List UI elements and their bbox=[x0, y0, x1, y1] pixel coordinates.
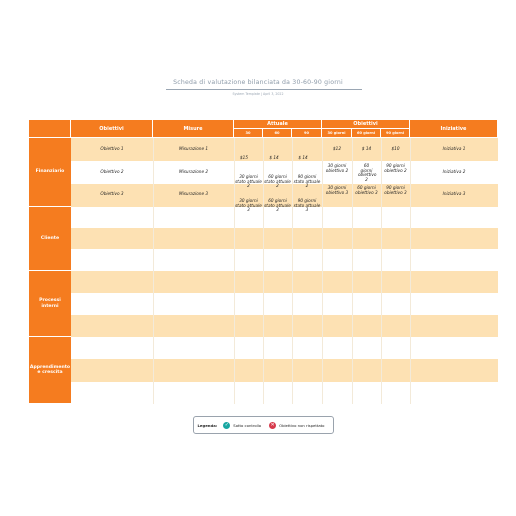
subcol-obiettivi-90: 90 giorni bbox=[381, 129, 410, 138]
iniziativa-2: Iniziativa 2 bbox=[442, 169, 466, 174]
target-note: 60 giorni obiettivo 3 bbox=[355, 185, 378, 195]
actual-value: $ 14 bbox=[269, 155, 279, 160]
page-title: Scheda di valutazione bilanciata da 30-60-90 giorni bbox=[173, 79, 343, 86]
table-row bbox=[71, 228, 498, 249]
actual-value: $15 bbox=[240, 155, 248, 160]
legend-text: Obiettivo non rispettato bbox=[279, 422, 325, 428]
col-misure: Misure bbox=[153, 120, 234, 138]
subcol-attuale-30: 30 bbox=[234, 129, 263, 138]
category-finanziario: Finanziario bbox=[29, 138, 71, 207]
col-obiettivi: Obiettivi bbox=[71, 120, 153, 138]
legend-text: Sotto controllo bbox=[233, 422, 262, 428]
check-circle-icon: ✓ bbox=[224, 422, 229, 428]
iniziativa-1: Iniziativa 1 bbox=[442, 146, 466, 151]
subcol-obiettivi-60: 60 giorni bbox=[352, 129, 381, 138]
misura-3: Misurazione 3 bbox=[178, 191, 209, 196]
column-divider bbox=[381, 138, 382, 404]
target-value: $12 bbox=[333, 146, 341, 151]
legend-item-on-track bbox=[223, 422, 261, 429]
actual-note: 60 giorni stato attuale 3 bbox=[264, 198, 291, 213]
target-note: 30 giorni obiettivo 2 bbox=[325, 163, 349, 173]
actual-note: 90 giorni stato attuale 3 bbox=[293, 198, 321, 213]
target-note: 90 giorni obiettivo 2 bbox=[384, 163, 407, 173]
actual-note: 30 giorni stato attuale 3 bbox=[235, 198, 262, 213]
actual-note: 90 giorni stato attuale 2 bbox=[293, 174, 321, 189]
target-note: 60 giorni obiettivo 2 bbox=[358, 163, 377, 182]
misura-2: Misurazione 2 bbox=[178, 169, 209, 174]
obiettivo-2: Obiettivo 2 bbox=[100, 169, 124, 174]
subcol-attuale-60: 60 bbox=[263, 129, 292, 138]
obiettivo-3: Obiettivo 3 bbox=[100, 191, 124, 196]
target-note: 90 giorni obiettivo 3 bbox=[384, 185, 407, 195]
legend bbox=[193, 416, 334, 434]
column-divider bbox=[153, 138, 154, 404]
col-iniziative: Iniziative bbox=[410, 120, 498, 138]
page-subtitle: System Template | April 3, 2022 bbox=[232, 92, 284, 96]
actual-value: $ 14 bbox=[298, 155, 308, 160]
table-row bbox=[71, 315, 498, 337]
title-rule bbox=[166, 89, 362, 90]
category-apprendimento: Apprendimento e crescita bbox=[29, 337, 71, 404]
table-row bbox=[71, 359, 498, 382]
table-row bbox=[71, 271, 498, 293]
column-divider bbox=[322, 138, 323, 404]
misura-1: Misurazione 1 bbox=[178, 146, 209, 151]
category-cliente: Cliente bbox=[29, 207, 71, 271]
actual-note: 60 giorni stato attuale 2 bbox=[264, 174, 291, 189]
category-processi-interni: Processi interni bbox=[29, 271, 71, 337]
col-attuale: Attuale bbox=[234, 120, 322, 129]
target-value: $10 bbox=[391, 146, 400, 151]
table-row bbox=[71, 249, 498, 271]
target-note: 30 giorni obiettivo 3 bbox=[325, 185, 349, 195]
table-row bbox=[71, 293, 498, 315]
iniziativa-3: Iniziativa 3 bbox=[442, 191, 466, 196]
table-row bbox=[71, 337, 498, 359]
legend-item-missed bbox=[269, 422, 324, 429]
subcol-attuale-90: 90 bbox=[292, 129, 322, 138]
obiettivo-1: Obiettivo 1 bbox=[100, 146, 124, 151]
actual-note: 30 giorni stato attuale 2 bbox=[235, 174, 262, 189]
subcol-obiettivi-30: 30 giorni bbox=[322, 129, 352, 138]
legend-label: Legenda: bbox=[197, 422, 218, 428]
col-obiettivi-group: Obiettivi bbox=[322, 120, 410, 129]
column-divider bbox=[410, 138, 411, 404]
table-row bbox=[71, 382, 498, 404]
target-value: $ 14 bbox=[361, 146, 372, 151]
header-corner bbox=[29, 120, 71, 138]
x-circle-icon: ✕ bbox=[270, 422, 275, 428]
